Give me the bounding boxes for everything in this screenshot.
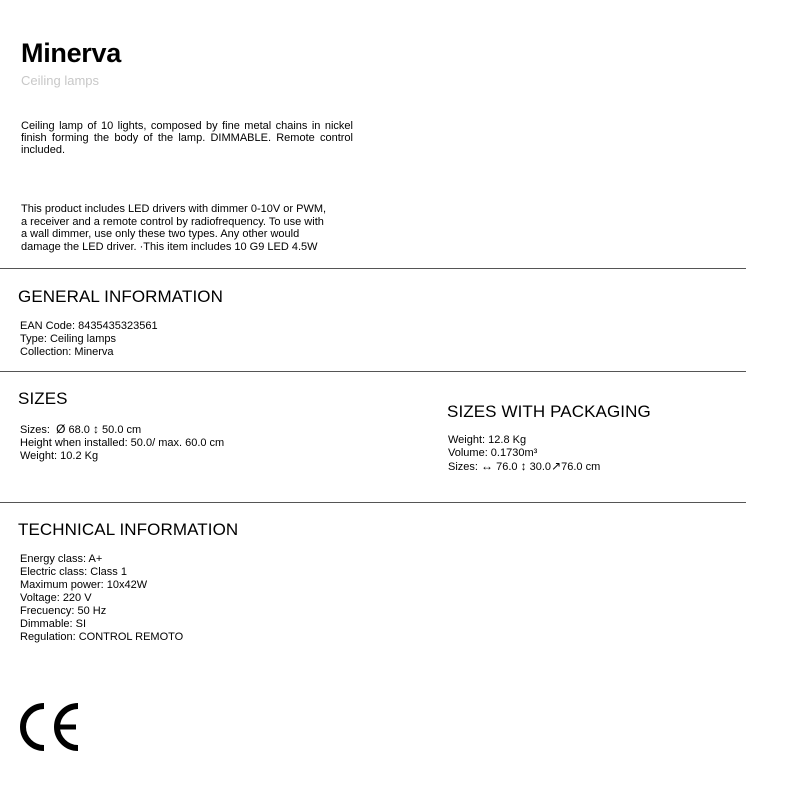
height-arrow-icon: ↕ bbox=[520, 459, 527, 473]
height-arrow-icon: ↕ bbox=[92, 422, 99, 436]
sizes-height: 50.0 cm bbox=[102, 424, 142, 436]
packaging-width: 76.0 bbox=[496, 461, 518, 473]
collection: Collection: Minerva bbox=[20, 346, 114, 358]
technical-information-heading: TECHNICAL INFORMATION bbox=[18, 520, 239, 539]
packaging-sizes-label: Sizes: bbox=[448, 461, 478, 473]
packaging-height: 30.0 bbox=[529, 461, 552, 473]
general-information-heading: GENERAL INFORMATION bbox=[18, 287, 223, 306]
product-category: Ceiling lamps bbox=[21, 73, 100, 88]
sizes-heading: SIZES bbox=[18, 389, 68, 408]
packaging-dimensions bbox=[448, 460, 600, 474]
diameter-icon: Ø bbox=[56, 422, 66, 436]
packaging-volume: Volume: 0.1730m³ bbox=[448, 447, 538, 459]
product-type: Type: Ceiling lamps bbox=[20, 333, 116, 345]
packaging-weight: Weight: 12.8 Kg bbox=[448, 434, 527, 446]
sizes-dimensions bbox=[20, 423, 224, 437]
product-title: Minerva bbox=[21, 38, 121, 68]
maximum-power: Maximum power: 10x42W bbox=[20, 579, 148, 591]
packaging-heading: SIZES WITH PACKAGING bbox=[447, 402, 651, 421]
frequency: Frecuency: 50 Hz bbox=[20, 605, 107, 617]
ean-code: EAN Code: 8435435323561 bbox=[20, 320, 158, 332]
dimmable: Dimmable: SI bbox=[20, 618, 87, 630]
technical-information-block bbox=[20, 553, 183, 644]
voltage: Voltage: 220 V bbox=[20, 592, 92, 604]
product-weight: Weight: 10.2 Kg bbox=[20, 450, 99, 462]
sizes-label: Sizes: bbox=[20, 424, 50, 436]
depth-arrow-icon: ↗ bbox=[551, 459, 562, 473]
ce-mark-icon bbox=[16, 699, 82, 755]
section-divider bbox=[0, 502, 746, 503]
product-description: Ceiling lamp of 10 lights, composed by fine metal chains in nickel finish forming the body of the lamp. DIMMABLE. Remote control included. bbox=[21, 120, 353, 156]
packaging-block bbox=[448, 434, 600, 474]
packaging-depth: 76.0 cm bbox=[561, 461, 601, 473]
section-divider bbox=[0, 268, 746, 269]
general-information-block bbox=[20, 320, 158, 359]
sizes-diameter: 68.0 bbox=[68, 424, 90, 436]
sizes-block bbox=[20, 423, 224, 463]
product-description-extra: This product includes LED drivers with dimmer 0-10V or PWM, a receiver and a remote control by radiofrequency. To use with a wall dimmer, use only these two types. Any other would damage the LED driver. ·This item includes 10 G9 LED 4.5W bbox=[21, 203, 327, 253]
electric-class: Electric class: Class 1 bbox=[20, 566, 127, 578]
energy-class: Energy class: A+ bbox=[20, 553, 103, 565]
section-divider bbox=[0, 371, 746, 372]
height-installed: Height when installed: 50.0/ max. 60.0 cm bbox=[20, 437, 225, 449]
width-arrow-icon: ↔ bbox=[481, 459, 494, 473]
regulation: Regulation: CONTROL REMOTO bbox=[20, 631, 184, 643]
